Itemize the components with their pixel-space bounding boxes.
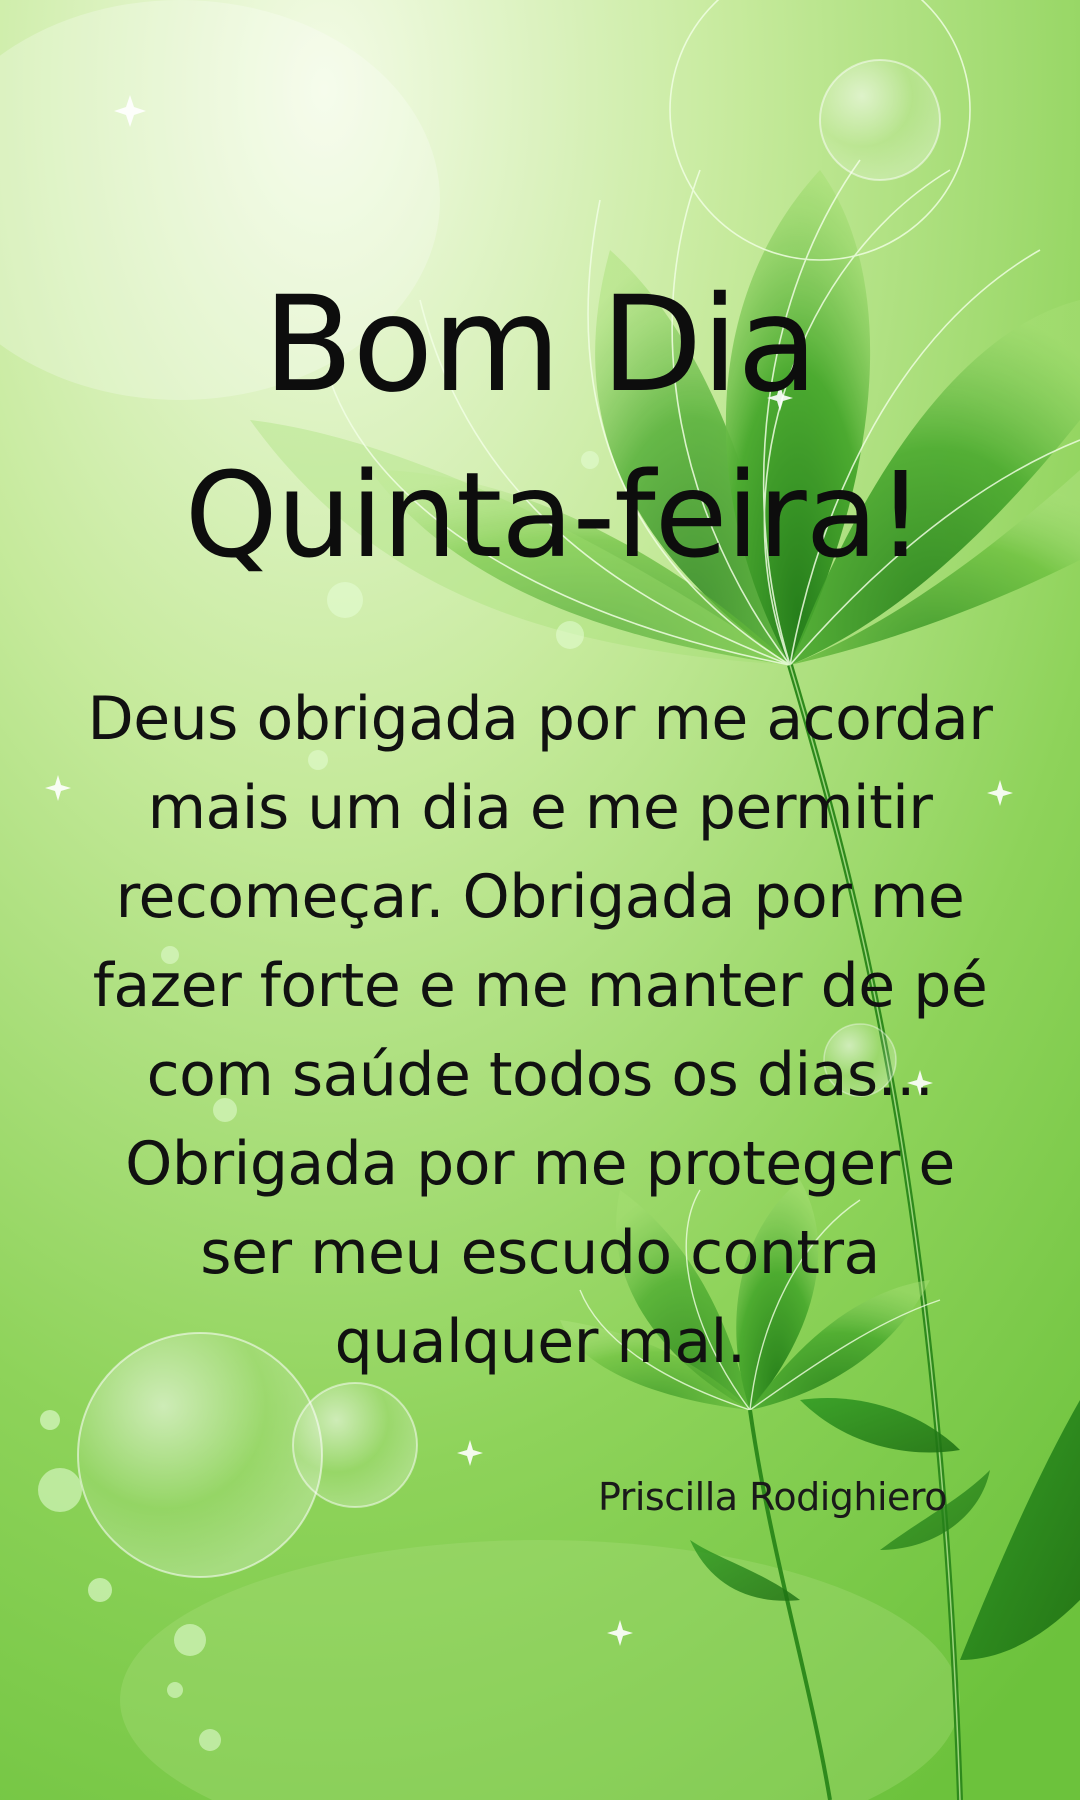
message-line: Obrigada por me proteger e — [125, 1129, 955, 1199]
message-line: recomeçar. Obrigada por me — [115, 862, 965, 932]
message-line: mais um dia e me permitir — [147, 773, 933, 843]
greeting-line-1: Bom Dia — [262, 268, 818, 422]
message-line: ser meu escudo contra — [200, 1218, 880, 1288]
message-line: com saúde todos os dias... — [146, 1040, 934, 1110]
message-line: fazer forte e me manter de pé — [92, 951, 988, 1021]
message-text — [20, 675, 1060, 1387]
greeting-line-2: Quinta-feira! — [184, 446, 924, 584]
message-line: qualquer mal. — [334, 1307, 746, 1377]
author-signature: Priscilla Rodighiero — [598, 1475, 947, 1519]
message-line: Deus obrigada por me acordar — [87, 684, 993, 754]
